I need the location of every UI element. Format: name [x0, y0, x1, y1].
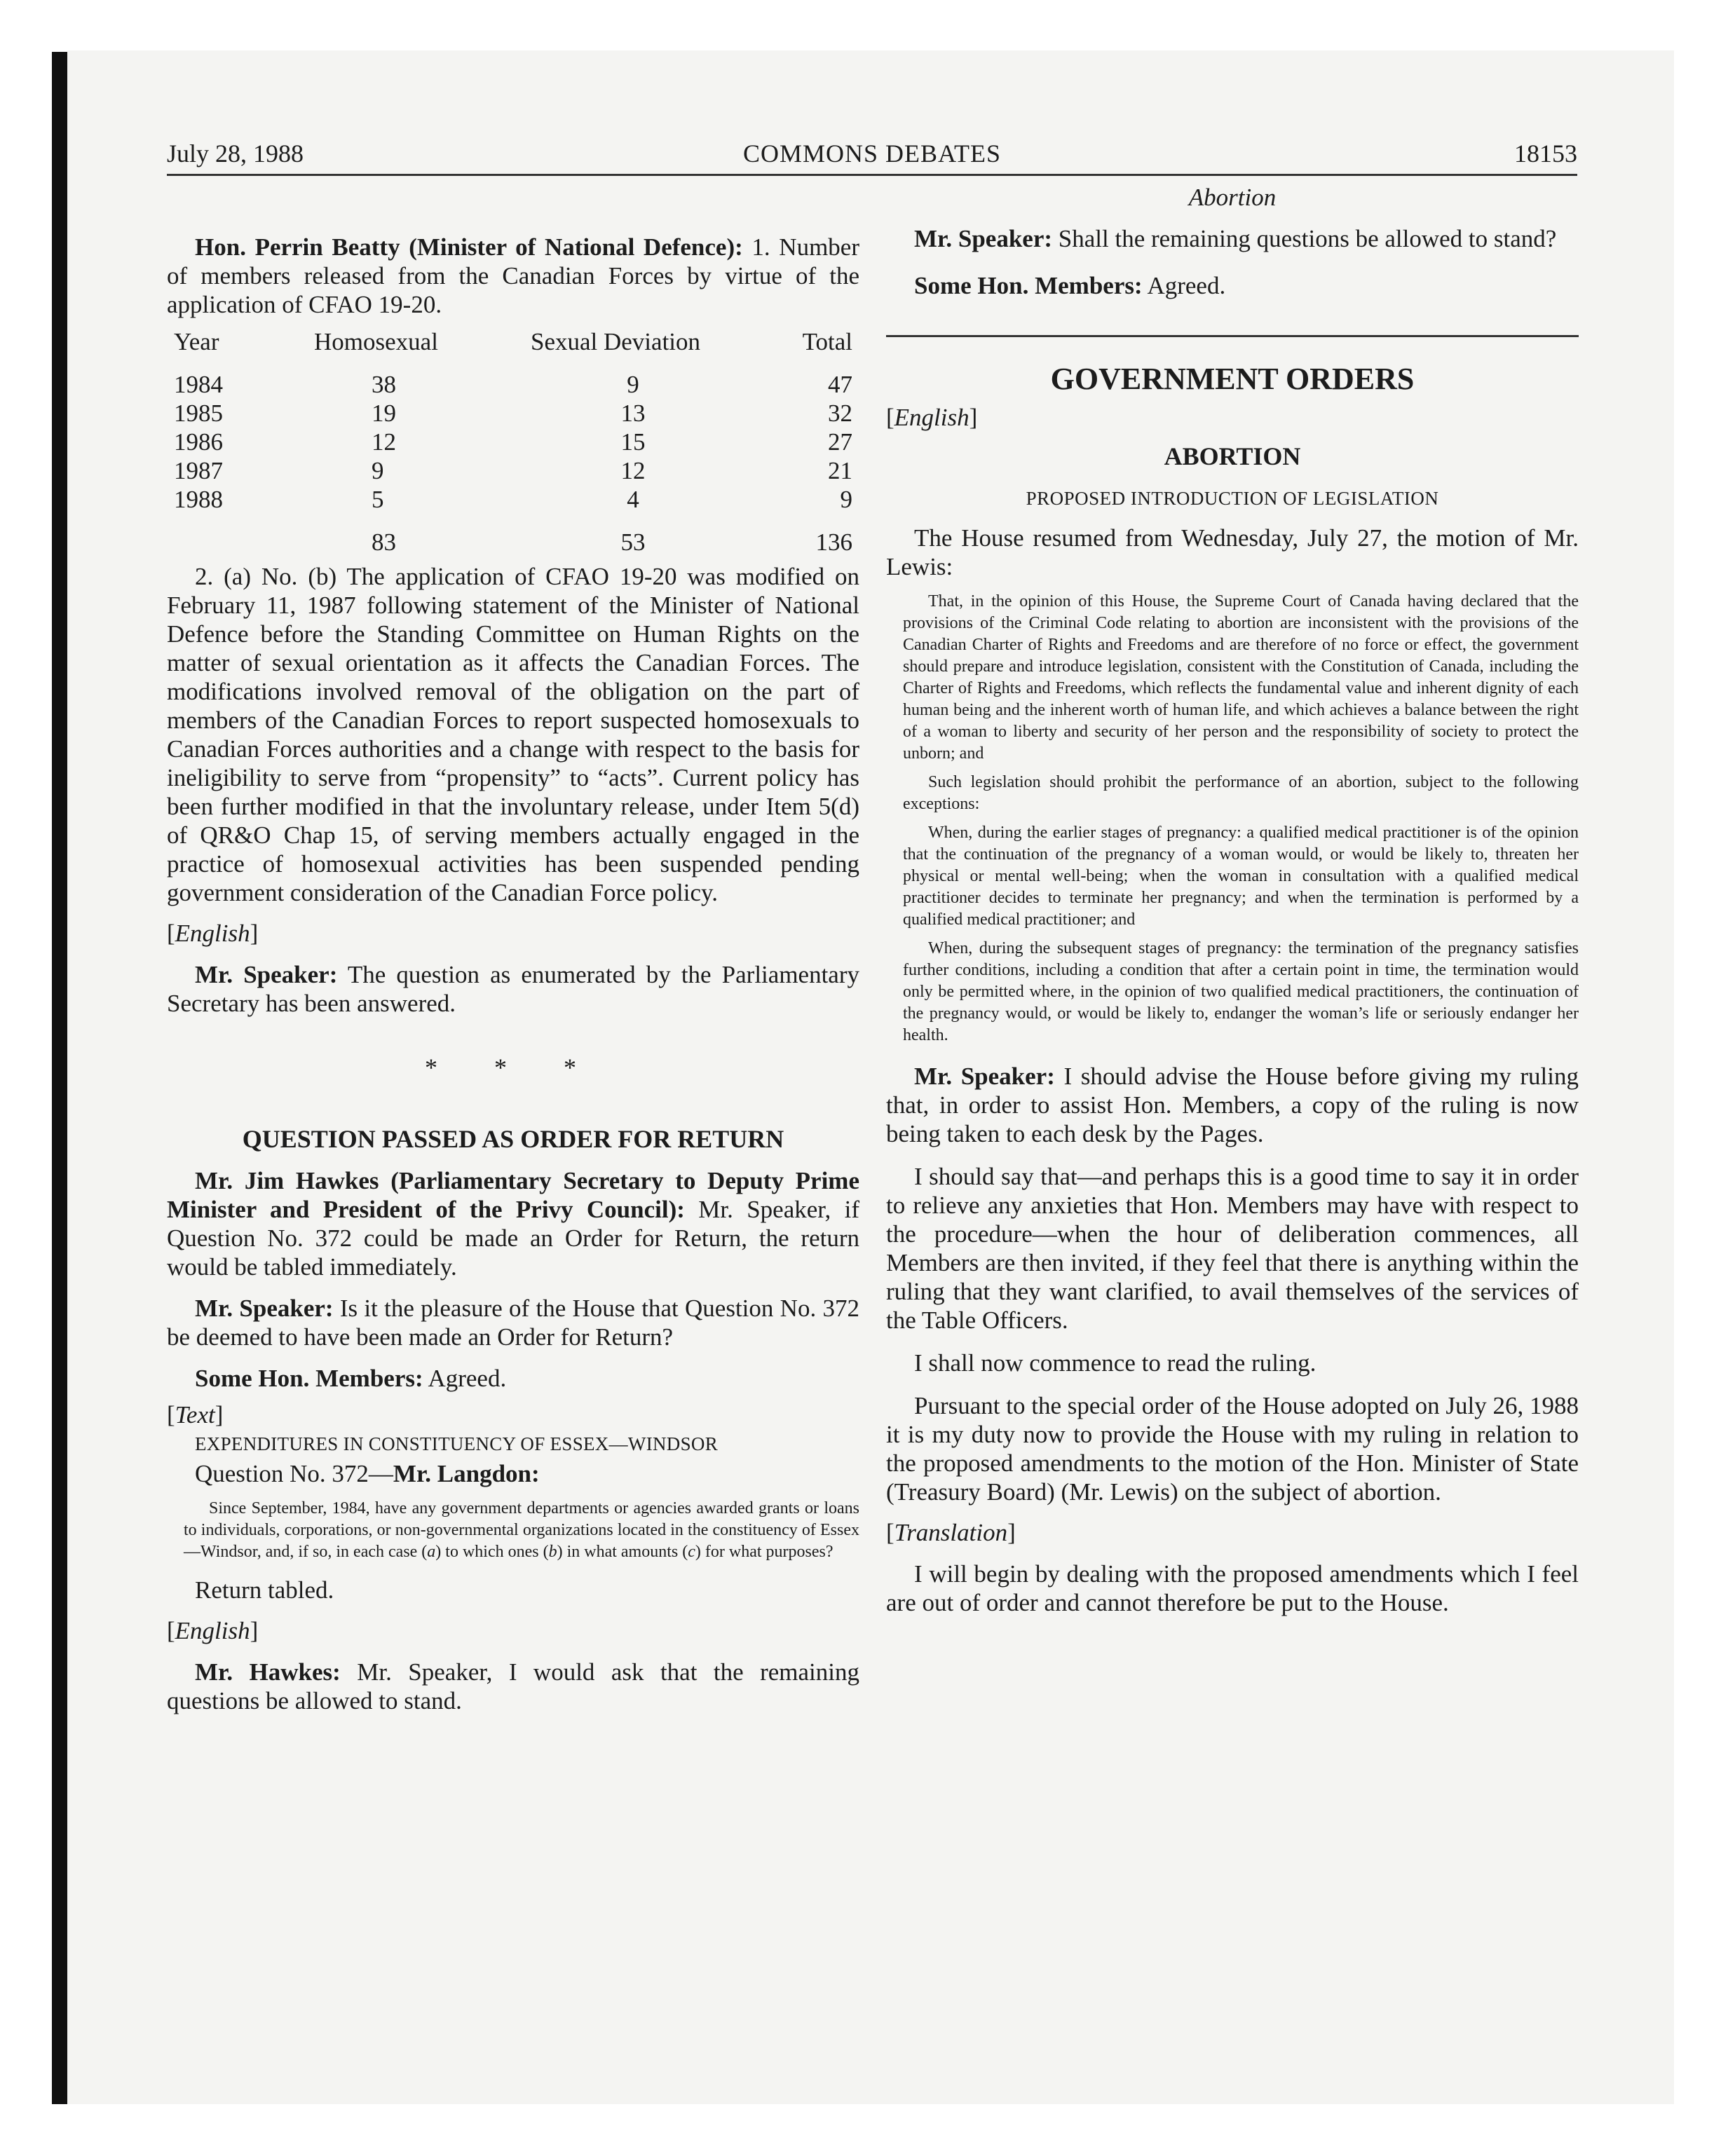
- heading-question-passed: QUESTION PASSED AS ORDER FOR RETURN: [242, 1125, 784, 1153]
- speaker-beatty: Hon. Perrin Beatty (Minister of National Defence):: [195, 233, 743, 261]
- ruling-paragraph: I shall now commence to read the ruling.: [914, 1349, 1316, 1377]
- table-cell: 1988: [174, 485, 223, 513]
- table-cell: 38: [372, 370, 396, 398]
- table-header-row: [167, 327, 859, 356]
- language-tag-english: [English]: [167, 920, 259, 947]
- table-cell: 1987: [174, 456, 223, 484]
- speaker-name: Mr. Speaker:: [195, 1295, 334, 1322]
- table-cell: 9: [627, 370, 639, 398]
- motion-paragraph: Such legislation should prohibit the performance of an abortion, subject to the following exceptions:: [903, 773, 1579, 813]
- language-tag-text: [Text]: [167, 1401, 224, 1428]
- table-cell: 9: [840, 485, 852, 513]
- table-total: 136: [815, 528, 852, 556]
- table-row: [167, 399, 859, 428]
- running-head-abortion: Abortion: [1188, 184, 1277, 211]
- beatty-answer-intro: 1. Number of members released from the Canadian Forces by virtue of the application of CFAO 19-20.: [167, 233, 859, 318]
- speaker-name: Mr. Hawkes:: [195, 1658, 341, 1686]
- language-tag-english: [English]: [886, 404, 978, 431]
- hawkes-statement: Mr. Jim Hawkes (Parliamentary Secretary to Deputy Prime Minister and President of the Privy Council): Mr. Speaker, if Question No. 372 could be made an Order for Return, the return would be tabled immediately.: [167, 1167, 859, 1281]
- hawkes-request: Mr. Hawkes: Mr. Speaker, I would ask that the remaining questions be allowed to stand.: [167, 1658, 859, 1714]
- speaker-statement: Mr. Speaker: The question as enumerated by the Parliamentary Secretary has been answered.: [167, 961, 859, 1017]
- section-rule: [886, 335, 1579, 337]
- table-header: Total: [802, 327, 852, 355]
- table-header: Homosexual: [314, 327, 438, 355]
- table-cell: 5: [372, 485, 384, 513]
- table-header: Year: [174, 327, 219, 355]
- table-row: [167, 370, 859, 399]
- table-cell: 32: [828, 399, 852, 427]
- members-agreed: Some Hon. Members: Agreed.: [195, 1365, 507, 1392]
- house-resumed: The House resumed from Wednesday, July 27, the motion of Mr. Lewis:: [886, 524, 1579, 580]
- ruling-paragraph: Pursuant to the special order of the House adopted on July 26, 1988 it is my duty now to provide the House with my ruling in relation to the proposed amendments to the motion of the Hon. Minister of State (Treasury Board) (Mr. Lewis) on the subject of abortion.: [886, 1392, 1579, 1506]
- table-cell: 19: [372, 399, 396, 427]
- speaker-name: Some Hon. Members:: [195, 1365, 423, 1392]
- members-agreed: Some Hon. Members: Agreed.: [914, 272, 1226, 299]
- question-number: Question No. 372—Mr. Langdon:: [195, 1460, 540, 1487]
- subheading-proposed-legislation: PROPOSED INTRODUCTION OF LEGISLATION: [1026, 488, 1439, 509]
- left-column: [167, 184, 859, 1715]
- return-tabled: Return tabled.: [195, 1576, 334, 1604]
- answer-part-2: 2. (a) No. (b) The application of CFAO 19-20 was modified on February 11, 1987 following statement of the Minister of National Defence before the Standing Committee on Human Rights on the matter of sexual orientation as it affects the Canadian Forces. The modifications involved removal of the obligation on the part of members of the Canadian Forces to report suspected homosexuals to Canadian Forces authorities and a change with respect to the basis for ineligibility to serve from “propensity” to “acts”. Current policy has been further modified in that the involuntary release, under Item 5(d) of QR&O Chap 15, of serving members actually engaged in the practice of homosexual activities has been suspended pending government consideration of the Canadian Force policy.: [167, 563, 859, 906]
- table-cell: 21: [828, 456, 852, 484]
- table-cell: 12: [372, 428, 396, 456]
- table-cell: 1985: [174, 399, 223, 427]
- speaker-name: Mr. Speaker:: [914, 225, 1053, 252]
- header-date: July 28, 1988: [167, 139, 304, 168]
- expenditures-heading: EXPENDITURES IN CONSTITUENCY OF ESSEX—WINDSOR: [195, 1433, 719, 1454]
- speaker-ruling-intro: Mr. Speaker: I should advise the House before giving my ruling that, in order to assist Hon. Members, a copy of the ruling is now being taken to each desk by the Pages.: [886, 1063, 1579, 1147]
- table-cell: 12: [620, 456, 646, 484]
- member-name: Mr. Langdon:: [393, 1460, 540, 1487]
- page-header: [167, 139, 1577, 176]
- table-row: [167, 456, 859, 485]
- ruling-paragraph: I will begin by dealing with the proposed amendments which I feel are out of order and cannot therefore be put to the House.: [886, 1560, 1579, 1616]
- speaker-stand-question: Mr. Speaker: Shall the remaining questions be allowed to stand?: [914, 225, 1557, 252]
- motion-paragraph: That, in the opinion of this House, the Supreme Court of Canada having declared that the provisions of the Criminal Code relating to abortion are inconsistent with the provisions of the Canadian Charter of Rights and Freedoms and are therefore of no force or effect, the government should prepare and introduce legislation, consistent with the Constitution of Canada, including the Charter of Rights and Freedoms, which reflects the fundamental value and inherent dignity of each human being and the inherent worth of human life, and which achieves a balance between the right of a woman to liberty and security of her person and the responsibility of society to protect the unborn; and: [903, 592, 1579, 763]
- header-title: COMMONS DEBATES: [742, 139, 1002, 168]
- scan-edge-shadow: [52, 52, 67, 2104]
- speaker-question: Mr. Speaker: Is it the pleasure of the House that Question No. 372 be deemed to have been made an Order for Return?: [167, 1295, 859, 1351]
- table-header: Sexual Deviation: [530, 327, 701, 355]
- speaker-name: Mr. Jim Hawkes (Parliamentary Secretary to Deputy Prime Minister and President of the Privy Council):: [167, 1167, 859, 1223]
- heading-government-orders: GOVERNMENT ORDERS: [1050, 362, 1415, 396]
- beatty-answer: [167, 233, 859, 319]
- heading-abortion: ABORTION: [1164, 442, 1301, 470]
- question-text: Since September, 1984, have any government departments or agencies awarded grants or loans to individuals, corporations, or non-governmental organizations located in the constituency of Essex—Windsor, and, if so, in each case (a) to which ones (b) in what amounts (c) for what purposes?: [184, 1499, 859, 1561]
- header-page-number: 18153: [1514, 139, 1577, 168]
- table-cell: 15: [620, 428, 646, 456]
- speaker-name: Some Hon. Members:: [914, 272, 1143, 299]
- table-total: 83: [372, 528, 396, 556]
- motion-paragraph: When, during the subsequent stages of pregnancy: the termination of the pregnancy satisfies further conditions, including a condition that after a certain point in time, the termination would only be permitted where, in the opinion of two qualified medical practitioners, the continuation of the pregnancy would, or would be likely to, endanger the woman’s life or seriously endanger her health.: [903, 939, 1579, 1044]
- release-statistics-table: [167, 327, 859, 557]
- table-cell: 27: [828, 428, 852, 456]
- table-cell: 1986: [174, 428, 223, 456]
- table-cell: 1984: [174, 370, 223, 398]
- table-row: [167, 485, 859, 514]
- right-column: [886, 184, 1579, 1617]
- table-total: 53: [620, 528, 646, 556]
- speaker-name: Mr. Speaker:: [195, 961, 338, 988]
- table-totals-row: [167, 528, 859, 557]
- speaker-name: Mr. Speaker:: [914, 1063, 1055, 1090]
- table-cell: 4: [627, 485, 639, 513]
- table-cell: 47: [828, 370, 852, 398]
- motion-paragraph: When, during the earlier stages of pregnancy: a qualified medical practitioner is of the opinion that the continuation of the pregnancy of a woman would, or would be likely to, threaten her physical or mental well-being; when the woman in consultation with a qualified medical practitioner decides to terminate her pregnancy; and when the termination is performed by a qualified medical practitioner; and: [903, 824, 1579, 929]
- section-divider-stars: * * *: [425, 1053, 601, 1082]
- language-tag-english: [English]: [167, 1617, 259, 1644]
- table-cell: 13: [620, 399, 646, 427]
- ruling-paragraph: I should say that—and perhaps this is a good time to say it in order to relieve any anxieties that Hon. Members may have with respect to the procedure—when the hour of deliberation commences, all Members are then invited, if they feel that there is anything within the ruling that they want clarified, to avail themselves of the services of the Table Officers.: [886, 1163, 1579, 1334]
- table-row: [167, 428, 859, 456]
- language-tag-translation: [Translation]: [886, 1519, 1016, 1546]
- table-cell: 9: [372, 456, 384, 484]
